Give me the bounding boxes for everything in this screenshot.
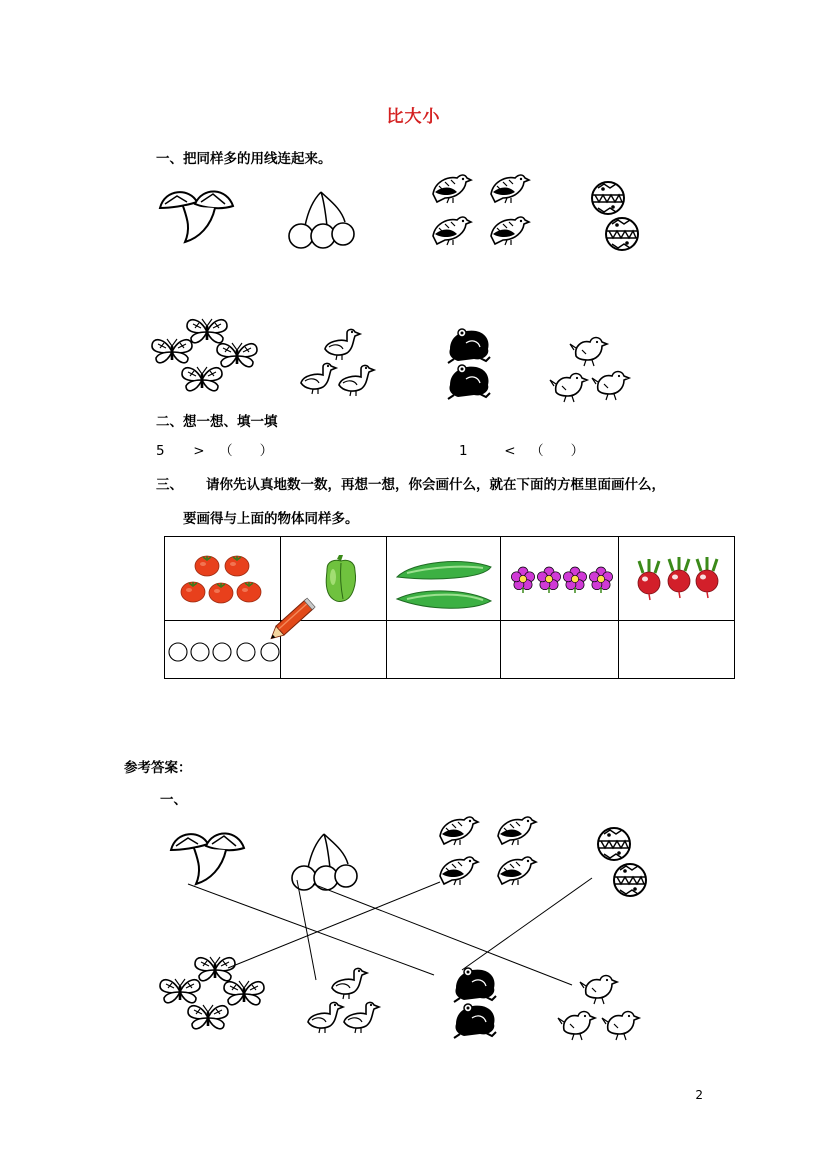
section3-label: 三、 xyxy=(156,477,183,493)
fill-item-2-sign: < xyxy=(504,443,516,459)
fill-item-2-number: 1 xyxy=(459,443,468,459)
fill-item-1-blank[interactable]: （ ） xyxy=(219,443,274,459)
page-title: 比大小 xyxy=(386,107,441,127)
section2-heading: 二、想一想、填一填 xyxy=(156,414,278,430)
line-cherry-chick xyxy=(313,884,572,985)
fill-item-1-number: 5 xyxy=(156,443,165,459)
answers-section-label: 一、 xyxy=(160,792,187,808)
page-number: 2 xyxy=(695,1088,703,1102)
answers-heading: 参考答案： xyxy=(124,760,192,776)
section1-heading: 一、把同样多的用线连起来。 xyxy=(156,151,332,167)
section3-instruction-line2: 要画得与上面的物体同样多。 xyxy=(183,511,359,527)
line-ball-frog xyxy=(462,878,592,970)
fill-item-1-sign: > xyxy=(193,443,205,459)
section3-instruction-line1: 请你先认真地数一数，再想一想，你会画什么，就在下面的方框里面画什么， xyxy=(206,477,665,493)
fill-item-2-blank[interactable]: （ ） xyxy=(530,443,585,459)
line-mushroom-frog xyxy=(188,884,434,975)
line-bird-butterfly xyxy=(228,882,440,968)
